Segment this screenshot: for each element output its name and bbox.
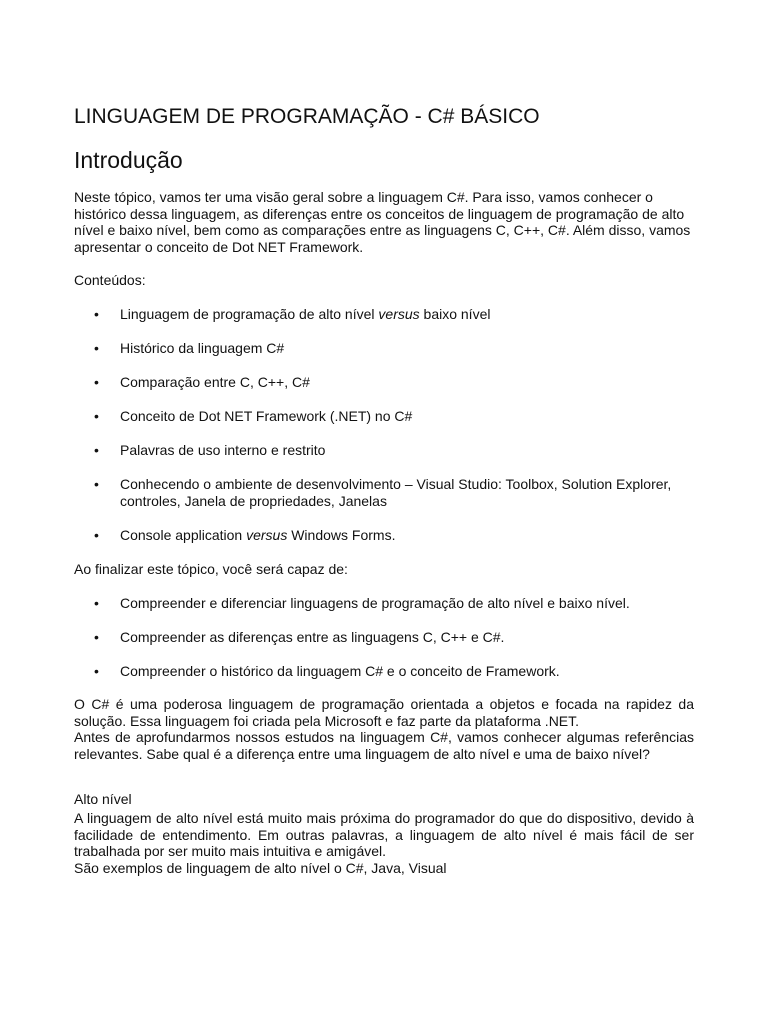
body-paragraph-1: O C# é uma poderosa linguagem de programação orientada a objetos e focada na rapidez da solução. Essa linguagem foi criada pela Microsoft e faz parte da plataforma .NET. — [74, 696, 694, 729]
bullet-icon: • — [94, 374, 99, 390]
bullet-icon: • — [94, 408, 99, 424]
list-item-text: Palavras de uso interno e restrito — [120, 442, 326, 458]
bullet-icon: • — [94, 442, 99, 458]
contents-label: Conteúdos: — [74, 272, 146, 288]
document-title: LINGUAGEM DE PROGRAMAÇÃO - C# BÁSICO — [74, 105, 540, 128]
list-item-text: Compreender o histórico da linguagem C# e o conceito de Framework. — [120, 663, 560, 679]
body-paragraph-2: Antes de aprofundarmos nossos estudos na linguagem C#, vamos conhecer algumas referências relevantes. Sabe qual é a diferença entre uma linguagem de alto nível e uma de baixo nível? — [74, 729, 694, 762]
list-item-text: Comparação entre C, C++, C# — [120, 374, 310, 390]
list-item-text: Conceito de Dot NET Framework (.NET) no C# — [120, 408, 413, 424]
objectives-label: Ao finalizar este tópico, você será capaz de: — [74, 561, 348, 577]
section-heading-high-level: Alto nível — [74, 791, 132, 807]
intro-paragraph: Neste tópico, vamos ter uma visão geral sobre a linguagem C#. Para isso, vamos conhecer o histórico dessa linguagem, as diferenças entre os conceitos de linguagem de programação de alto nível e baixo nível, bem como as comparações entre as linguagens C, C++, C#. Além disso, vamos apresentar o conceito de Dot NET Framework. — [74, 189, 691, 255]
bullet-icon: • — [94, 629, 99, 645]
list-item-text: Conhecendo o ambiente de desenvolvimento – Visual Studio: Toolbox, Solution Explorer, controles, Janela de propriedades, Janelas — [120, 476, 672, 509]
high-level-examples: São exemplos de linguagem de alto nível o C#, Java, Visual — [74, 860, 447, 876]
section-heading-intro: Introdução — [74, 147, 183, 173]
list-item-text: Compreender as diferenças entre as linguagens C, C++ e C#. — [120, 629, 505, 645]
bullet-icon: • — [94, 663, 99, 679]
bullet-icon: • — [94, 340, 99, 356]
list-item-text: Console application versus Windows Forms. — [120, 527, 396, 543]
list-item-text: Histórico da linguagem C# — [120, 340, 285, 356]
bullet-icon: • — [94, 595, 99, 611]
list-item-text: Compreender e diferenciar linguagens de programação de alto nível e baixo nível. — [120, 595, 630, 611]
high-level-paragraph: A linguagem de alto nível está muito mais próxima do programador do que do dispositivo, devido à facilidade de entendimento. Em outras palavras, a linguagem de alto nível é mais fácil de ser trabalhada por ser muito mais intuitiva e amigável. — [74, 810, 694, 859]
bullet-icon: • — [94, 476, 99, 492]
bullet-icon: • — [94, 527, 99, 543]
list-item-text: Linguagem de programação de alto nível versus baixo nível — [120, 306, 491, 322]
bullet-icon: • — [94, 306, 99, 322]
